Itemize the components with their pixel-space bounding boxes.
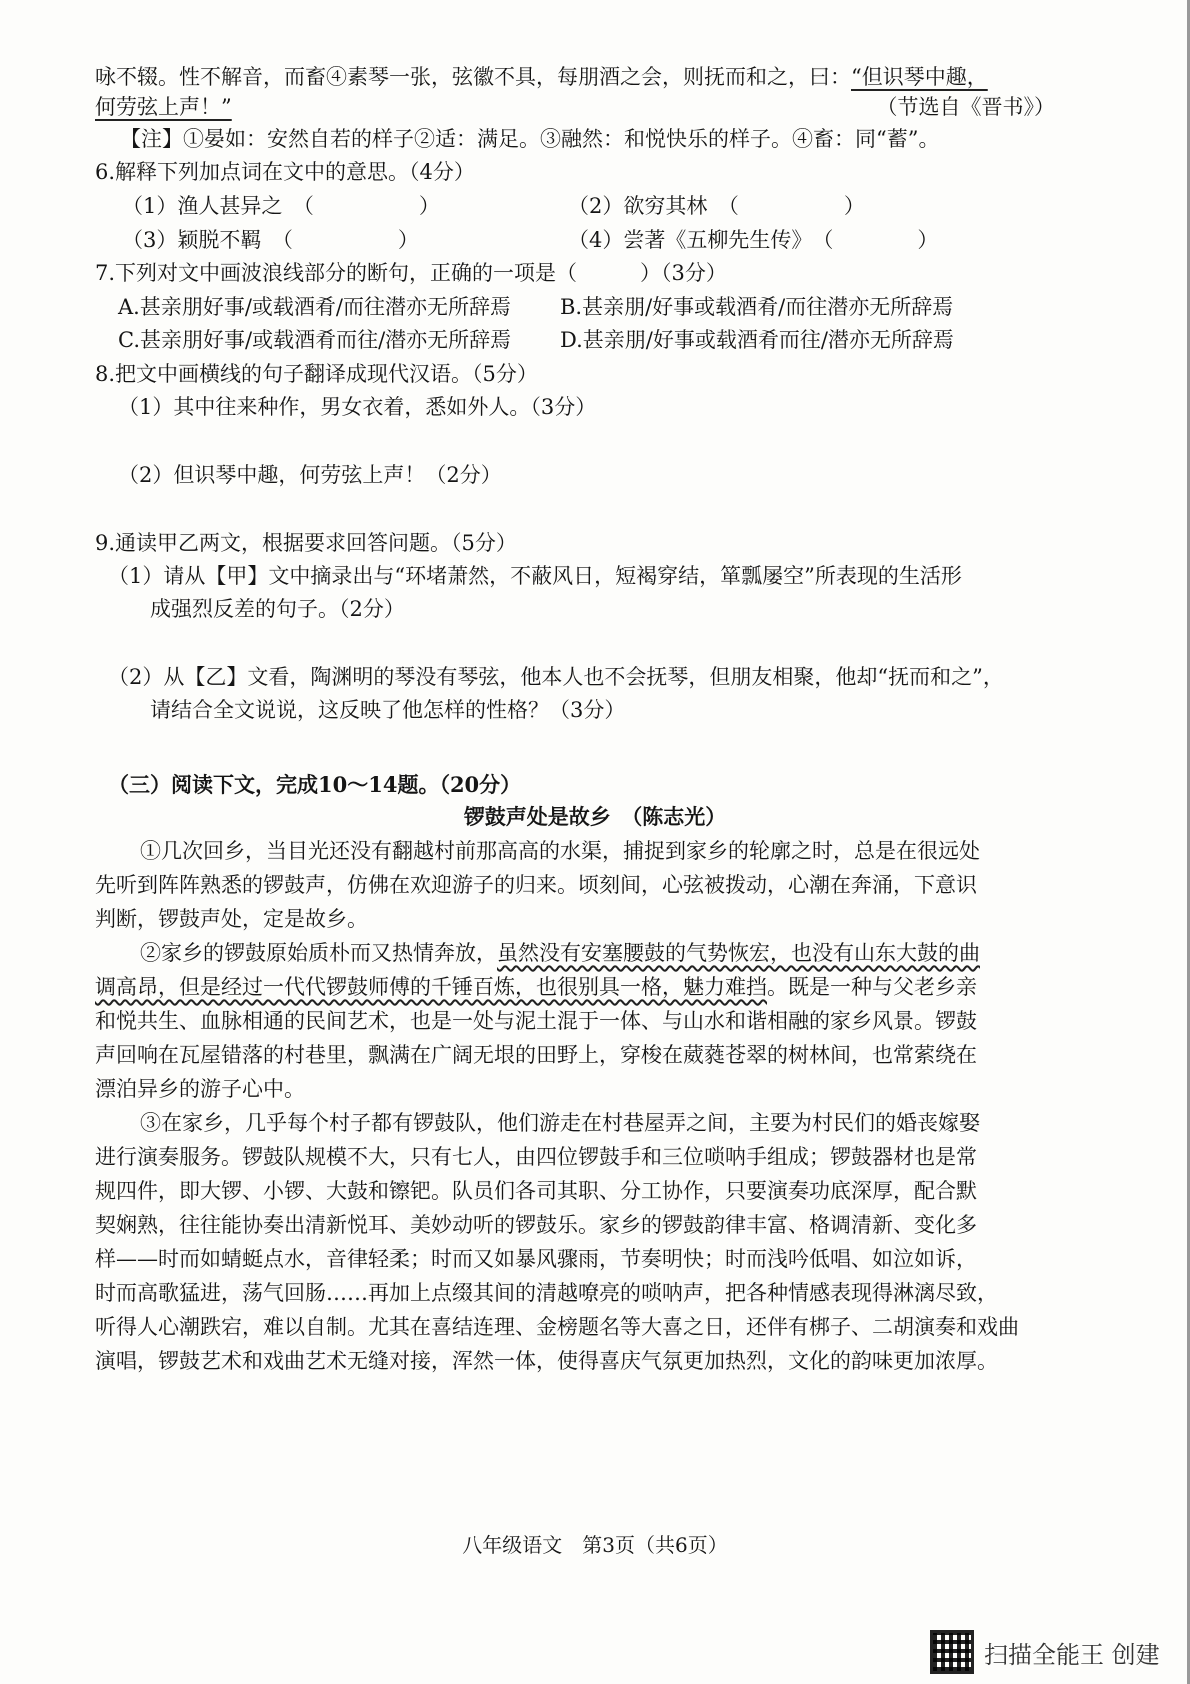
qr-code-icon [930, 1630, 974, 1674]
question-9-item2-cont: 请结合全文说说，这反映了他怎样的性格？（3分） [150, 698, 626, 722]
paragraph-line: 听得人心潮跌宕，难以自制。尤其在喜结连理、金榜题名等大喜之日，还伴有梆子、二胡演奏和戏曲 [95, 1315, 1019, 1339]
passage-text: 咏不辍。性不解音，而畜④素琴一张，弦徽不具，每朋酒之会，则抚而和之，曰： [95, 65, 851, 89]
question-6-stem: 6.解释下列加点词在文中的意思。（4分） [95, 160, 475, 184]
source-citation: （节选自《晋书》） [876, 95, 1055, 119]
question-6-item: （3）颖脱不羁 （ ） [122, 228, 419, 252]
paragraph-text: 。既是一种与父老乡亲 [767, 975, 977, 999]
paragraph-line [140, 938, 980, 968]
question-6-item: （2）欲穷其林 （ ） [568, 194, 865, 218]
question-8-stem: 8.把文中画横线的句子翻译成现代汉语。（5分） [95, 362, 538, 386]
paragraph-text: ②家乡的锣鼓原始质朴而又热情奔放， [140, 941, 497, 965]
question-9-item1: （1）请从【甲】文中摘录出与“环堵萧然，不蔽风日，短褐穿结，箪瓢屡空”所表现的生活形 [108, 564, 962, 588]
question-8-item: （2）但识琴中趣，何劳弦上声！（2分） [118, 463, 502, 487]
paragraph-line: ①几次回乡，当目光还没有翻越村前那高高的水渠，捕捉到家乡的轮廓之时，总是在很远处 [140, 839, 980, 863]
question-9-stem: 9.通读甲乙两文，根据要求回答问题。（5分） [95, 531, 517, 555]
question-9-item1-cont: 成强烈反差的句子。（2分） [150, 597, 405, 621]
page-footer: 八年级语文 第3页（共6页） [462, 1533, 728, 1557]
paragraph-line: 时而高歌猛进，荡气回肠……再加上点缀其间的清越嘹亮的唢呐声，把各种情感表现得淋漓尽致， [95, 1281, 998, 1305]
passage-line [95, 62, 988, 92]
paragraph-line: 演唱，锣鼓艺术和戏曲艺术无缝对接，浑然一体，使得喜庆气氛更加热烈，文化的韵味更加浓厚。 [95, 1349, 998, 1373]
wavy-underlined-text: 调高昂，但是经过一代代锣鼓师傅的千锤百炼，也很别具一格，魅力难挡 [95, 975, 767, 999]
paragraph-line: 声回响在瓦屋错落的村巷里，飘满在广阔无垠的田野上，穿梭在葳蕤苍翠的树林间，也常萦绕在 [95, 1043, 977, 1067]
question-7-option-d: D.甚亲朋/好事或载酒肴而往/潜亦无所辞焉 [560, 328, 954, 352]
paragraph-line: 规四件，即大锣、小锣、大鼓和镲钯。队员们各司其职、分工协作，只要演奏功底深厚，配合默 [95, 1179, 977, 1203]
paragraph-line [95, 972, 977, 1002]
question-7-option-c: C.甚亲朋好事/或载酒肴而往/潜亦无所辞焉 [118, 328, 512, 352]
paragraph-line: 先听到阵阵熟悉的锣鼓声，仿佛在欢迎游子的归来。顷刻间，心弦被拨动，心潮在奔涌，下意识 [95, 873, 977, 897]
scanner-watermark [930, 1630, 1160, 1674]
paragraph-line: ③在家乡，几乎每个村子都有锣鼓队，他们游走在村巷屋弄之间，主要为村民们的婚丧嫁娶 [140, 1111, 980, 1135]
paragraph-line: 进行演奏服务。锣鼓队规模不大，只有七人，由四位锣鼓手和三位唢呐手组成；锣鼓器材也是常 [95, 1145, 977, 1169]
article-title: 锣鼓声处是故乡 （陈志光） [463, 804, 727, 829]
paragraph-line: 漂泊异乡的游子心中。 [95, 1077, 305, 1101]
question-6-item: （4）尝著《五柳先生传》 （ ） [568, 228, 939, 252]
question-7-option-b: B.甚亲朋/好事或载酒肴/而往潜亦无所辞焉 [560, 295, 954, 319]
paragraph-line: 判断，锣鼓声处，定是故乡。 [95, 907, 368, 931]
watermark-text: 扫描全能王 创建 [984, 1640, 1160, 1669]
wavy-underlined-text: 虽然没有安塞腰鼓的气势恢宏，也没有山东大鼓的曲 [497, 941, 980, 965]
question-6-item: （1）渔人甚异之 （ ） [122, 194, 440, 218]
paragraph-line: 和悦共生、血脉相通的民间艺术，也是一处与泥土混于一体、与山水和谐相融的家乡风景。锣鼓 [95, 1009, 977, 1033]
paragraph-line: 契娴熟，往往能协奏出清新悦耳、美妙动听的锣鼓乐。家乡的锣鼓韵律丰富、格调清新、变化多 [95, 1213, 977, 1237]
question-7-option-a: A.甚亲朋好事/或载酒肴/而往潜亦无所辞焉 [118, 295, 511, 319]
section-heading: （三）阅读下文，完成10～14题。（20分） [108, 772, 522, 797]
footnote: 【注】①晏如：安然自若的样子②适：满足。③融然：和悦快乐的样子。④畜：同“蓄”。 [120, 127, 940, 151]
question-8-item: （1）其中往来种作，男女衣着，悉如外人。（3分） [118, 395, 597, 419]
paragraph-line: 样——时而如蜻蜓点水，音律轻柔；时而又如暴风骤雨，节奏明快；时而浅吟低唱、如泣如诉， [95, 1247, 977, 1271]
passage-line [95, 92, 232, 122]
underlined-quote: “但识琴中趣， [851, 65, 988, 89]
underlined-quote: 何劳弦上声！” [95, 95, 232, 119]
question-9-item2: （2）从【乙】文看，陶渊明的琴没有琴弦，他本人也不会抚琴，但朋友相聚，他却“抚而和之”， [108, 665, 1004, 689]
question-7-stem: 7.下列对文中画波浪线部分的断句，正确的一项是（ ）（3分） [95, 261, 727, 285]
